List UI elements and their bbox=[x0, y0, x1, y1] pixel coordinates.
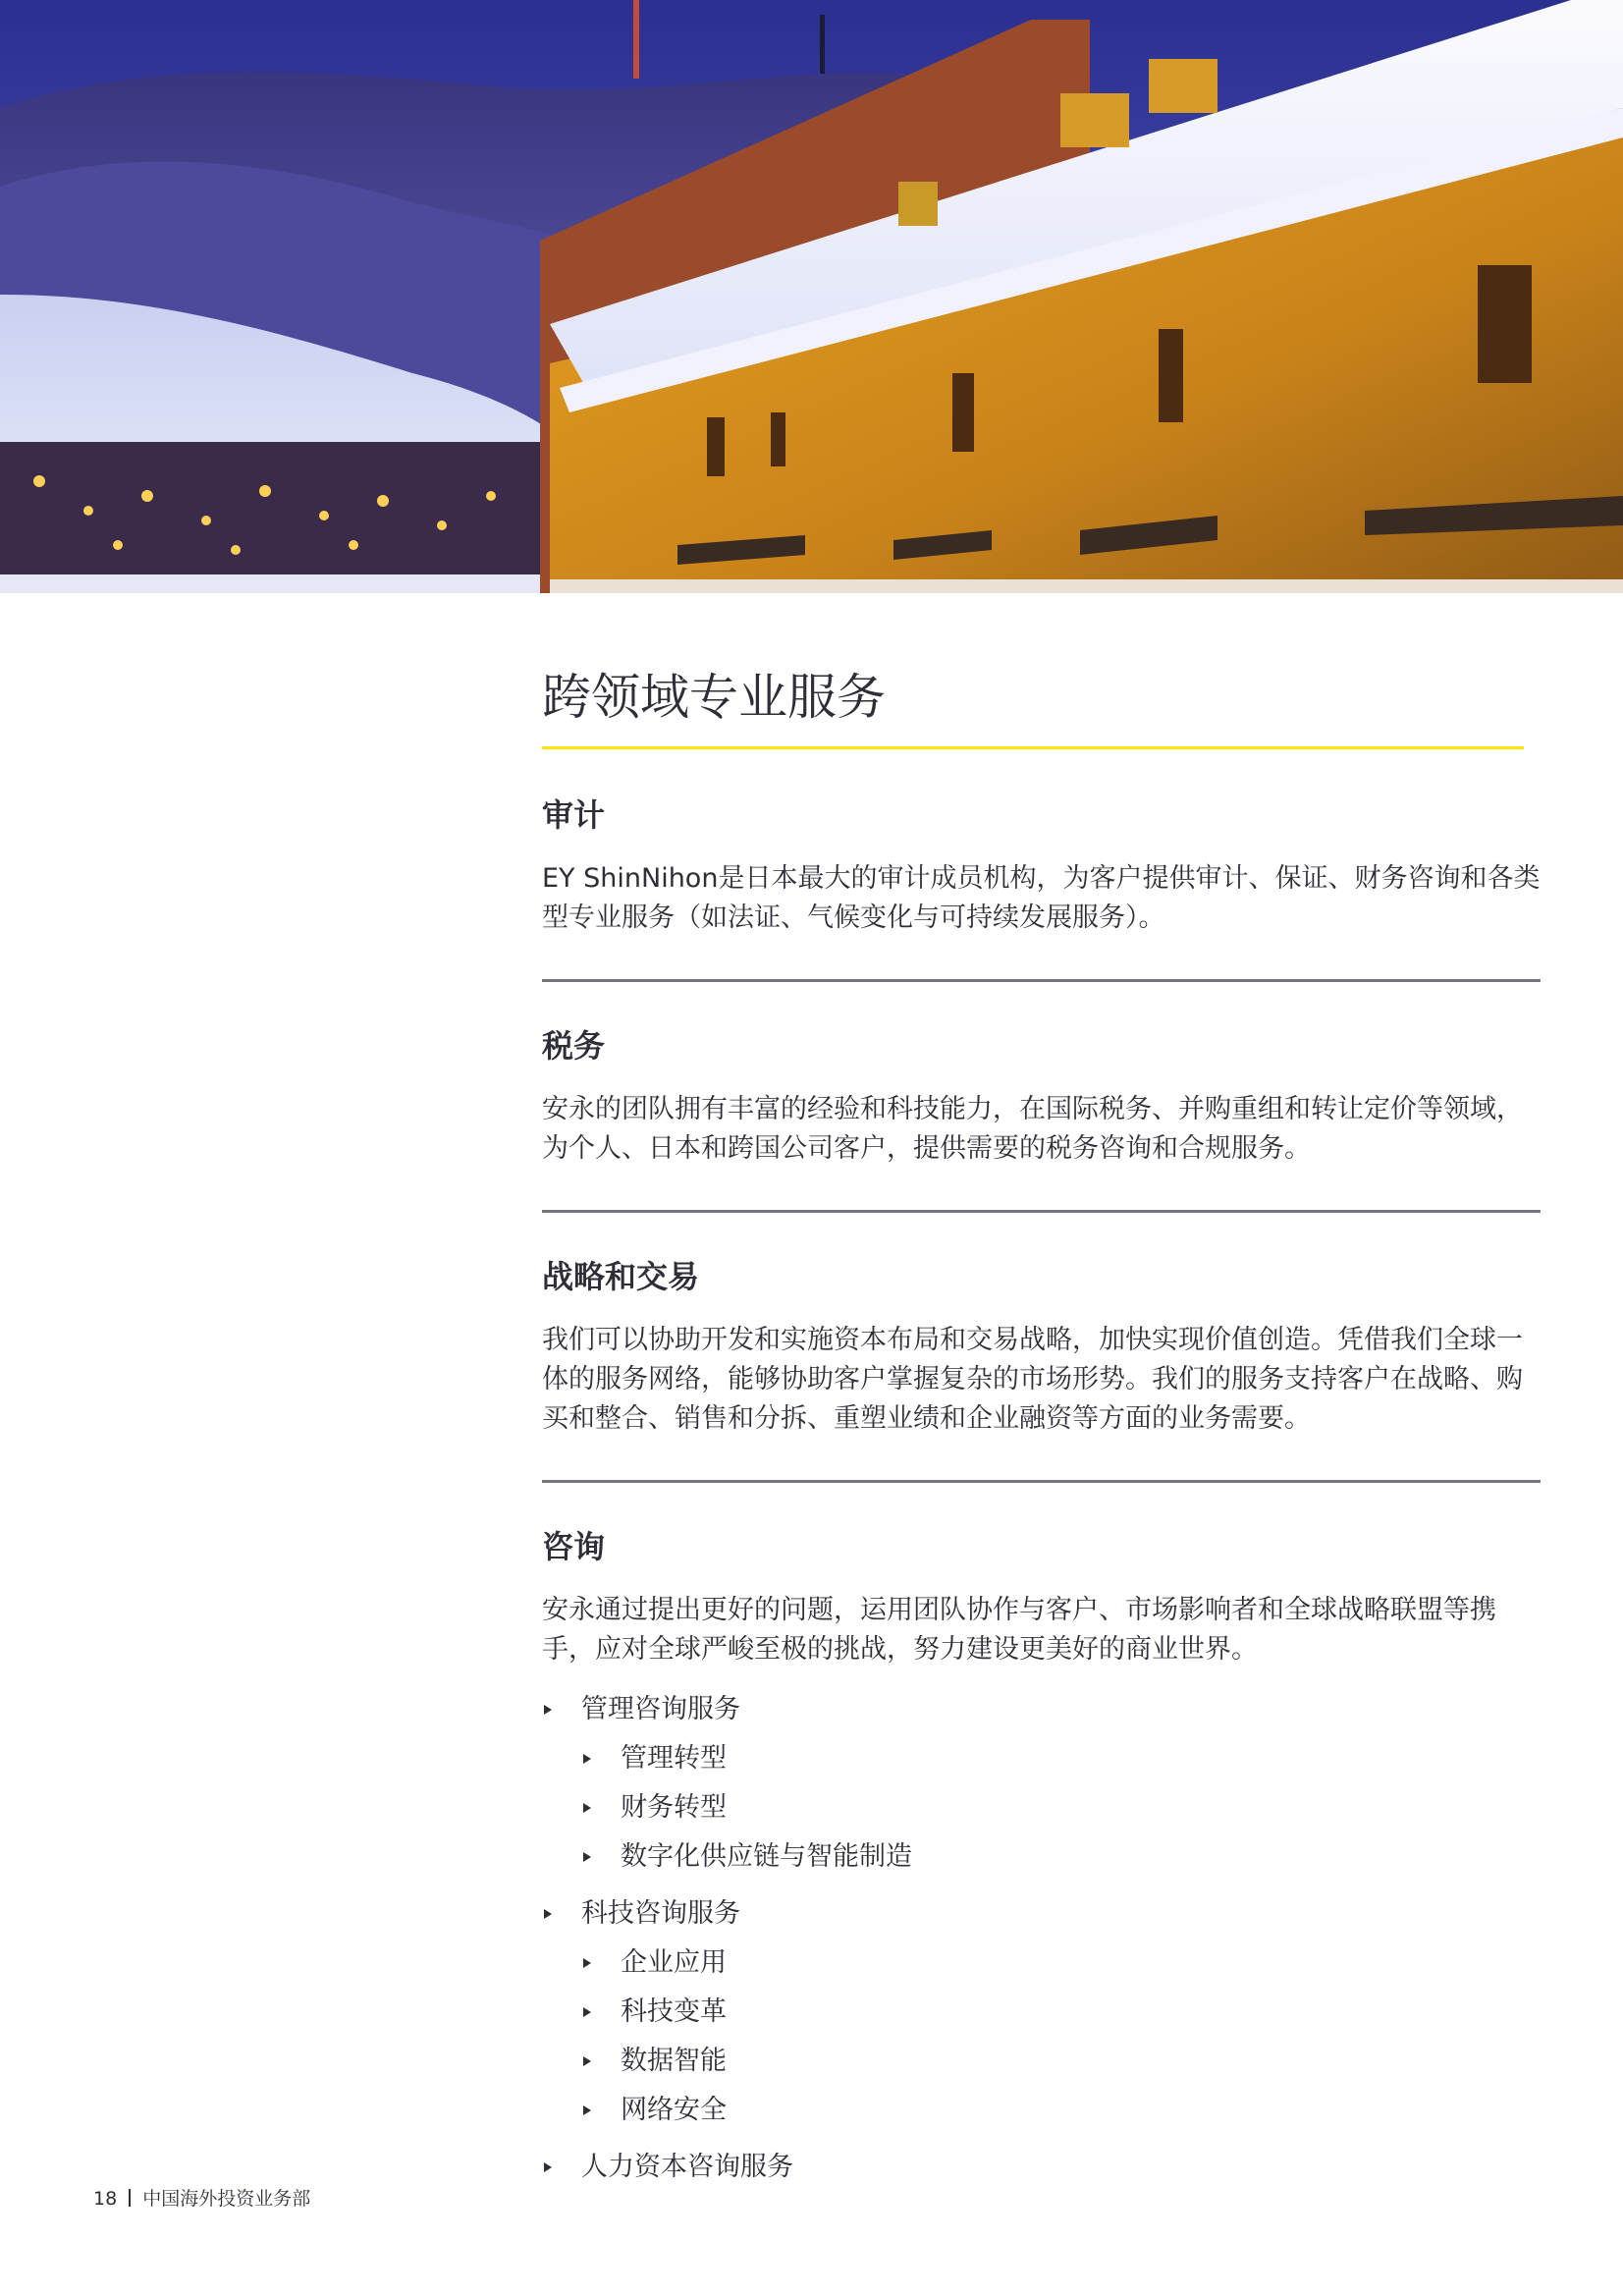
triangle-bullet-icon bbox=[544, 1705, 552, 1715]
triangle-bullet-icon bbox=[583, 1958, 591, 1968]
sub-list-item-label: 科技变革 bbox=[621, 1996, 727, 2027]
triangle-bullet-icon bbox=[544, 1909, 552, 1919]
sub-list-item bbox=[581, 1992, 1541, 2033]
list-item bbox=[542, 1689, 1541, 1878]
publication-name: 中国海外投资业务部 bbox=[142, 2188, 311, 2210]
triangle-bullet-icon bbox=[583, 1852, 591, 1862]
section-body: EY ShinNihon是日本最大的审计成员机构，为客户提供审计、保证、财务咨询和各类型专业服务（如法证、气候变化与可持续发展服务）。 bbox=[542, 863, 1541, 933]
footer-separator bbox=[129, 2189, 131, 2207]
consulting-service-list bbox=[542, 1689, 1541, 2188]
triangle-bullet-icon bbox=[544, 2162, 552, 2172]
sub-list-item-label: 财务转型 bbox=[621, 1792, 727, 1823]
triangle-bullet-icon bbox=[583, 1803, 591, 1813]
triangle-bullet-icon bbox=[583, 2007, 591, 2017]
sub-list-item bbox=[581, 1787, 1541, 1829]
section-consulting bbox=[542, 1483, 1541, 2188]
triangle-bullet-icon bbox=[583, 2056, 591, 2066]
section-body: 安永通过提出更好的问题，运用团队协作与客户、市场影响者和全球战略联盟等携手，应对全球严峻至极的挑战，努力建设更美好的商业世界。 bbox=[542, 1595, 1496, 1665]
section-body: 安永的团队拥有丰富的经验和科技能力，在国际税务、并购重组和转让定价等领域，为个人、日本和跨国公司客户，提供需要的税务咨询和合规服务。 bbox=[542, 1094, 1523, 1164]
section-strategy-transactions bbox=[542, 1213, 1541, 1483]
page-footer bbox=[93, 2186, 310, 2212]
main-content bbox=[542, 656, 1541, 2204]
sub-list-item bbox=[581, 1836, 1541, 1878]
list-item-label: 科技咨询服务 bbox=[581, 1898, 740, 1929]
sub-list-item-label: 数字化供应链与智能制造 bbox=[621, 1841, 912, 1872]
section-audit bbox=[542, 749, 1541, 982]
sub-list-item bbox=[581, 2090, 1541, 2131]
hero-photo bbox=[0, 0, 1623, 593]
list-item bbox=[542, 2147, 1541, 2188]
list-item-label: 人力资本咨询服务 bbox=[581, 2152, 793, 2182]
triangle-bullet-icon bbox=[583, 1754, 591, 1764]
section-heading: 审计 bbox=[542, 796, 606, 834]
page-number: 18 bbox=[93, 2188, 118, 2210]
section-body: 我们可以协助开发和实施资本布局和交易战略，加快实现价值创造。凭借我们全球一体的服务网络，能够协助客户掌握复杂的市场形势。我们的服务支持客户在战略、购买和整合、销售和分拆、重塑业绩和企业融资等方面的业务需要。 bbox=[542, 1325, 1523, 1434]
section-heading: 战略和交易 bbox=[542, 1258, 700, 1295]
sub-list-item bbox=[581, 1942, 1541, 1984]
sub-list-item bbox=[581, 2041, 1541, 2082]
list-item bbox=[542, 1893, 1541, 2131]
sub-list-item-label: 网络安全 bbox=[621, 2095, 727, 2125]
sub-list-item bbox=[581, 1738, 1541, 1779]
section-heading: 咨询 bbox=[542, 1528, 606, 1565]
sub-list bbox=[581, 1738, 1541, 1878]
sub-list-item-label: 管理转型 bbox=[621, 1743, 727, 1774]
sub-list bbox=[581, 1942, 1541, 2131]
triangle-bullet-icon bbox=[583, 2105, 591, 2115]
page-title: 跨领域专业服务 bbox=[542, 656, 1524, 749]
section-heading: 税务 bbox=[542, 1027, 606, 1065]
section-tax bbox=[542, 982, 1541, 1213]
list-item-label: 管理咨询服务 bbox=[581, 1694, 740, 1724]
sub-list-item-label: 企业应用 bbox=[621, 1947, 727, 1978]
sub-list-item-label: 数据智能 bbox=[621, 2046, 727, 2076]
